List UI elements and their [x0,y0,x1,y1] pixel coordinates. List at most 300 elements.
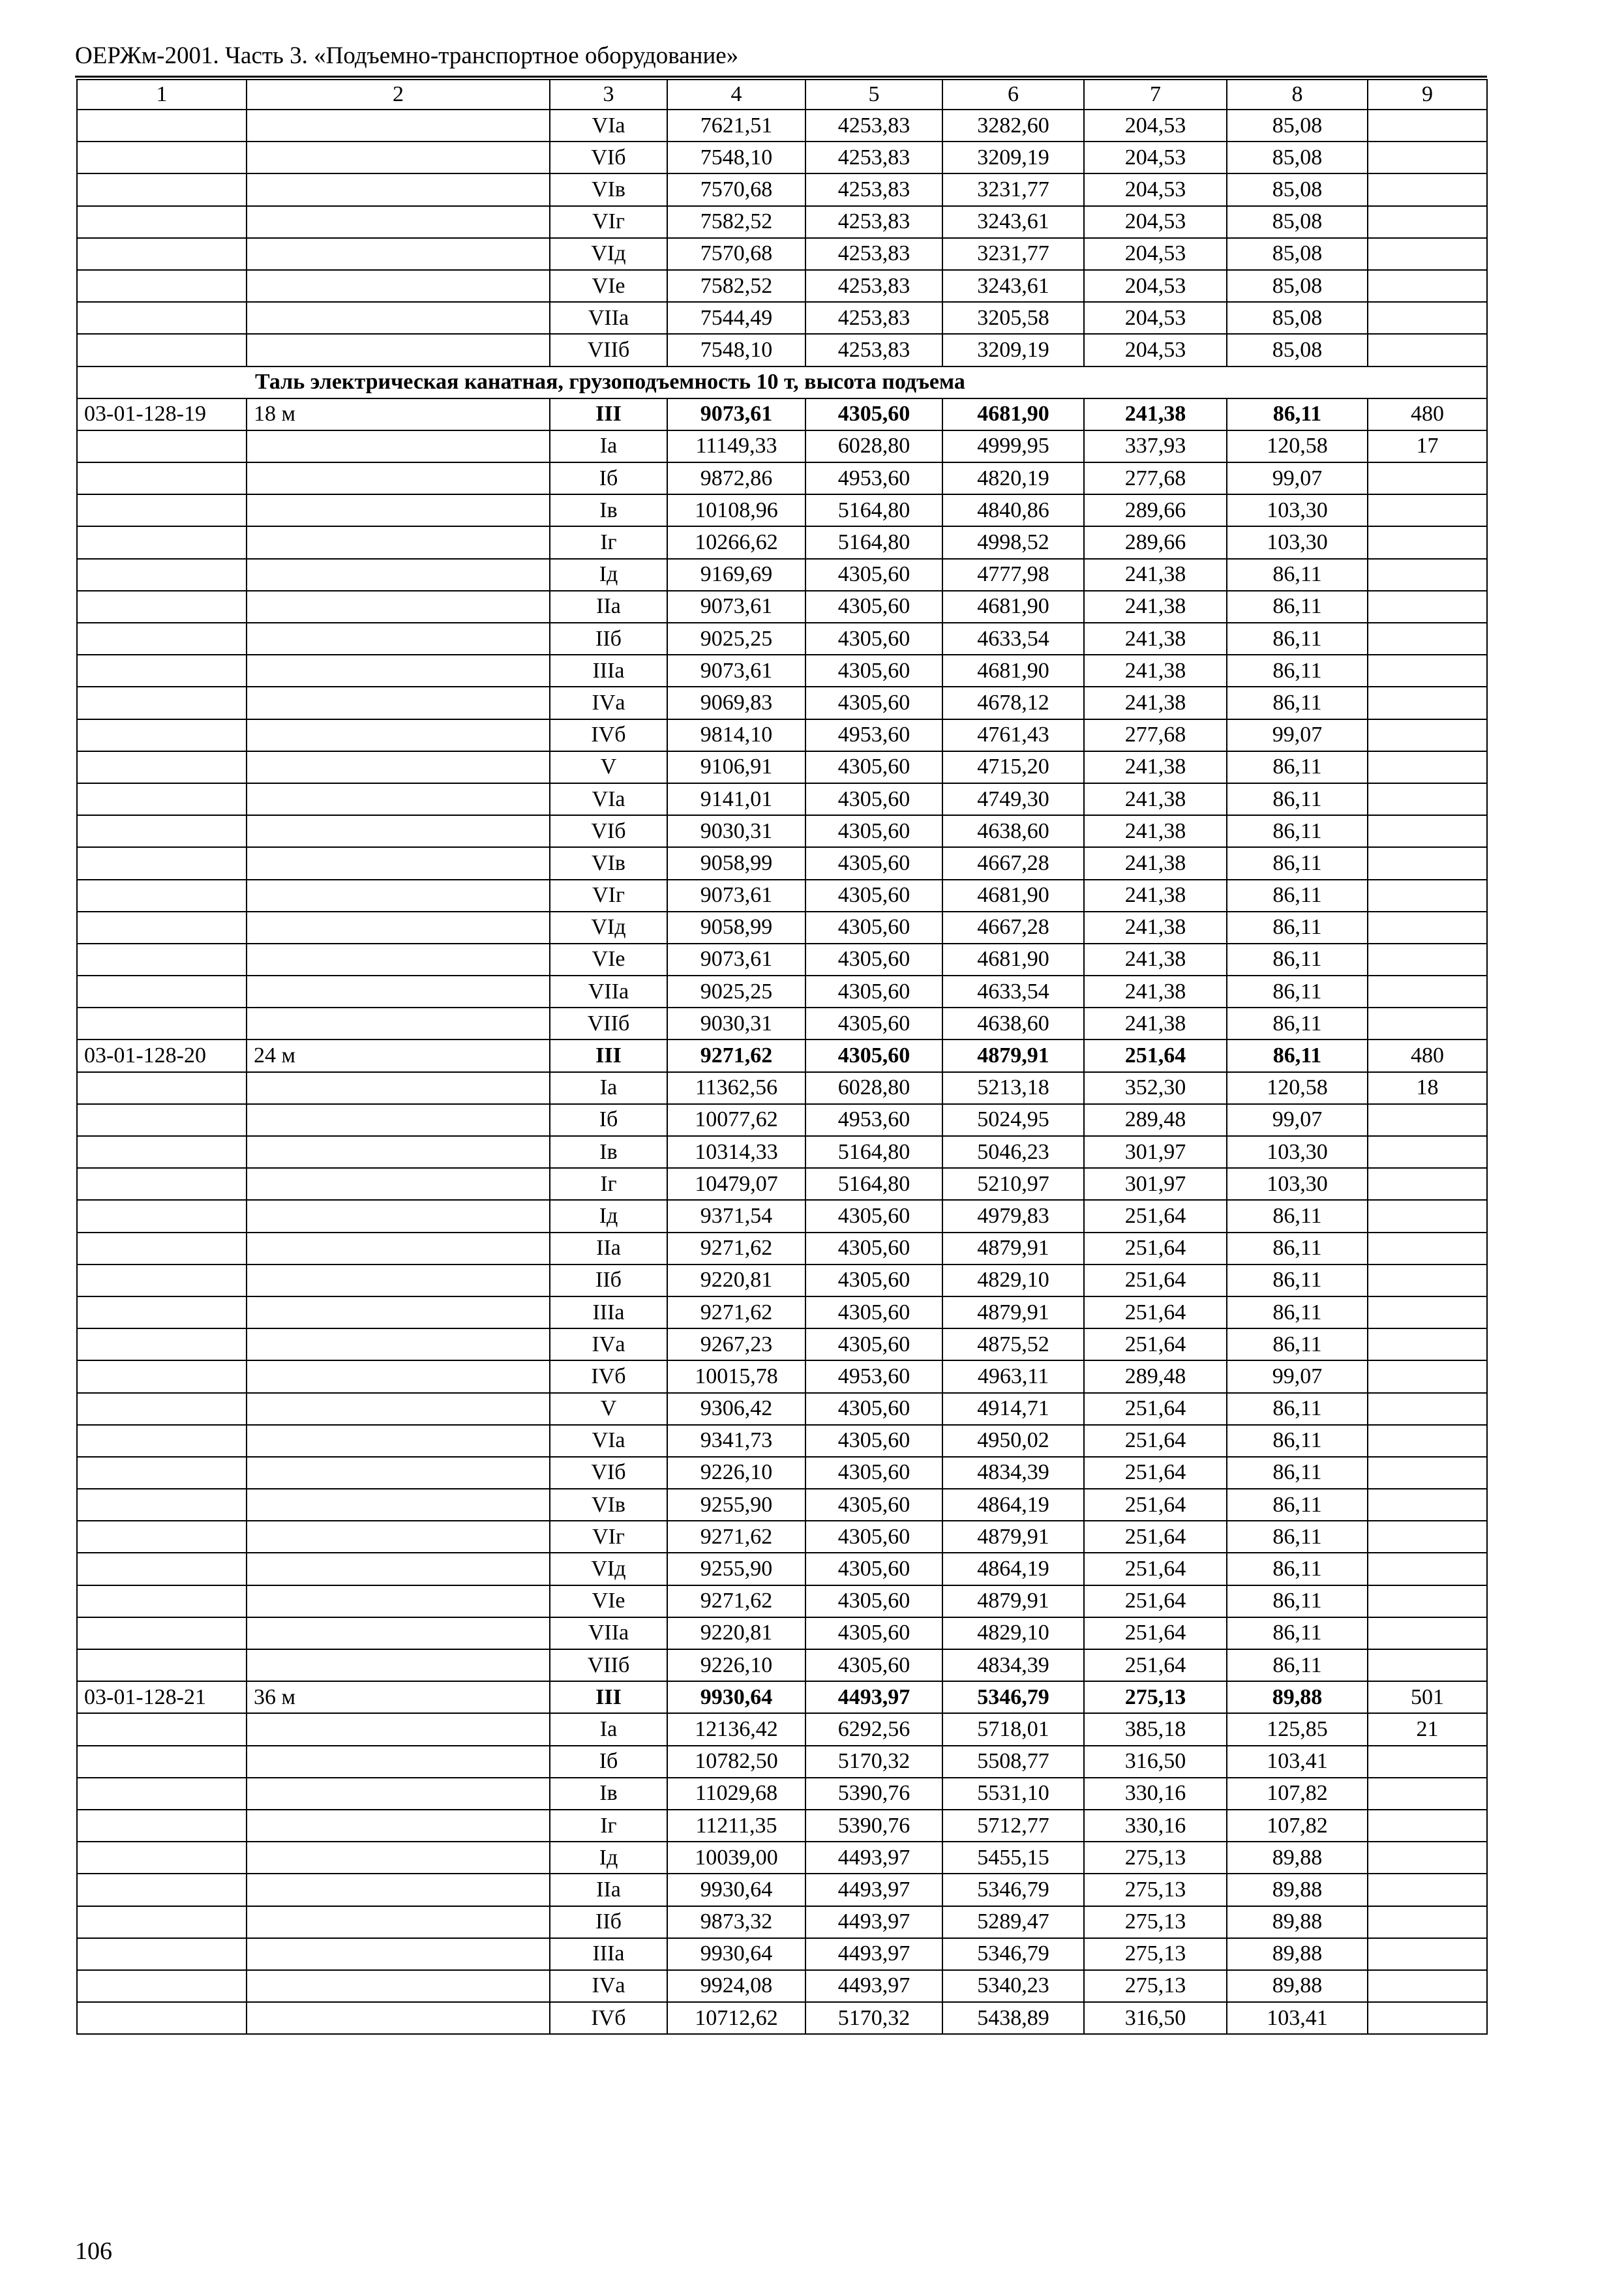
value-cell: 4305,60 [805,591,942,623]
value-cell: 241,38 [1084,912,1227,944]
value-cell: 89,88 [1227,1938,1368,1970]
column-header-3: 3 [550,80,667,110]
value-cell: 4493,97 [805,1970,942,2002]
value-cell: 85,08 [1227,334,1368,366]
code-cell [77,270,247,302]
value-cell: 4305,60 [805,1393,942,1425]
value-cell: 4305,60 [805,1521,942,1553]
table-row [77,142,1487,173]
value-cell: 103,30 [1227,526,1368,558]
value-cell: 5164,80 [805,526,942,558]
variant-cell: IVа [550,687,667,719]
code-cell [77,462,247,494]
variant-cell: Iд [550,1200,667,1232]
column-header-9: 9 [1368,80,1487,110]
code-cell [77,334,247,366]
value-cell: 9058,99 [667,912,805,944]
table-row [77,1778,1487,1810]
value-cell: 4681,90 [942,880,1084,912]
value-cell: 4253,83 [805,142,942,173]
table-row [77,1104,1487,1136]
value-cell: 7621,51 [667,110,805,142]
value-cell: 241,38 [1084,398,1227,430]
value-cell: 4305,60 [805,847,942,879]
height-cell [247,1810,550,1842]
value-cell: 9306,42 [667,1393,805,1425]
col9-cell [1368,494,1487,526]
code-cell [77,1553,247,1585]
height-cell [247,1842,550,1874]
value-cell: 12136,42 [667,1713,805,1745]
value-cell: 4253,83 [805,206,942,238]
table-row [77,1328,1487,1360]
table-row [77,1585,1487,1617]
value-cell: 5024,95 [942,1104,1084,1136]
value-cell: 251,64 [1084,1649,1227,1681]
variant-cell: IIIа [550,655,667,687]
col9-cell [1368,1553,1487,1585]
value-cell: 204,53 [1084,206,1227,238]
table-row [77,687,1487,719]
col9-cell [1368,1328,1487,1360]
table-row [77,1168,1487,1200]
height-cell [247,880,550,912]
value-cell: 204,53 [1084,142,1227,173]
code-cell [77,1713,247,1745]
table-row [77,398,1487,430]
height-cell [247,1008,550,1040]
value-cell: 89,88 [1227,1906,1368,1938]
value-cell: 7582,52 [667,270,805,302]
value-cell: 204,53 [1084,238,1227,270]
code-cell [77,1874,247,1906]
value-cell: 251,64 [1084,1233,1227,1264]
value-cell: 5340,23 [942,1970,1084,2002]
value-cell: 289,66 [1084,526,1227,558]
height-cell [247,173,550,205]
height-cell [247,847,550,879]
value-cell: 9924,08 [667,1970,805,2002]
table-row [77,1136,1487,1168]
code-cell [77,591,247,623]
value-cell: 4749,30 [942,783,1084,815]
resource-code: 03-01-128-21 [77,1681,247,1713]
code-cell [77,783,247,815]
height-cell [247,1360,550,1392]
col9-cell [1368,238,1487,270]
value-cell: 9255,90 [667,1489,805,1521]
table-row [77,238,1487,270]
value-cell: 241,38 [1084,783,1227,815]
value-cell: 3209,19 [942,334,1084,366]
variant-cell: VIб [550,1457,667,1489]
variant-cell: VIа [550,1425,667,1457]
value-cell: 4253,83 [805,238,942,270]
value-cell: 251,64 [1084,1328,1227,1360]
col9-cell [1368,1233,1487,1264]
code-cell [77,1328,247,1360]
value-cell: 4864,19 [942,1553,1084,1585]
value-cell: 277,68 [1084,719,1227,751]
value-cell: 5455,15 [942,1842,1084,1874]
height-cell [247,1906,550,1938]
table-row [77,1970,1487,2002]
value-cell: 251,64 [1084,1617,1227,1649]
height-cell [247,1521,550,1553]
col9-cell [1368,847,1487,879]
code-cell [77,751,247,783]
value-cell: 4953,60 [805,1360,942,1392]
code-cell [77,1296,247,1328]
col9-cell [1368,1393,1487,1425]
col9-cell [1368,1425,1487,1457]
value-cell: 5213,18 [942,1072,1084,1104]
value-cell: 5164,80 [805,1168,942,1200]
col9-cell [1368,302,1487,334]
value-cell: 4829,10 [942,1264,1084,1296]
col9-cell [1368,1649,1487,1681]
value-cell: 4305,60 [805,944,942,976]
value-cell: 4638,60 [942,1008,1084,1040]
value-cell: 7544,49 [667,302,805,334]
variant-cell: Iа [550,430,667,462]
value-cell: 4864,19 [942,1489,1084,1521]
value-cell: 9058,99 [667,847,805,879]
col9-cell [1368,1457,1487,1489]
code-cell [77,880,247,912]
value-cell: 86,11 [1227,655,1368,687]
col9-cell [1368,1489,1487,1521]
value-cell: 89,88 [1227,1970,1368,2002]
value-cell: 4305,60 [805,880,942,912]
col9-cell [1368,1874,1487,1906]
variant-cell: Iд [550,559,667,591]
value-cell: 11362,56 [667,1072,805,1104]
col9-cell [1368,944,1487,976]
variant-cell: Iб [550,1104,667,1136]
variant-cell: VIд [550,912,667,944]
height-cell [247,1104,550,1136]
value-cell: 6028,80 [805,430,942,462]
value-cell: 9030,31 [667,815,805,847]
height-cell [247,206,550,238]
table-row [77,1008,1487,1040]
value-cell: 9873,32 [667,1906,805,1938]
value-cell: 275,13 [1084,1938,1227,1970]
col9-cell [1368,334,1487,366]
height-cell [247,783,550,815]
col9-cell [1368,173,1487,205]
value-cell: 86,11 [1227,944,1368,976]
code-cell [77,1810,247,1842]
value-cell: 4999,95 [942,430,1084,462]
variant-cell: VIв [550,1489,667,1521]
col9-cell [1368,142,1487,173]
variant-cell: Iг [550,526,667,558]
value-cell: 4638,60 [942,815,1084,847]
variant-cell: IVб [550,719,667,751]
table-row [77,1521,1487,1553]
value-cell: 85,08 [1227,142,1368,173]
height-cell [247,1489,550,1521]
variant-cell: III [550,1681,667,1713]
table-row [77,1264,1487,1296]
value-cell: 5170,32 [805,2002,942,2034]
value-cell: 10314,33 [667,1136,805,1168]
value-cell: 9069,83 [667,687,805,719]
height-cell [247,1136,550,1168]
table-row [77,1938,1487,1970]
variant-cell: Iб [550,462,667,494]
value-cell: 251,64 [1084,1393,1227,1425]
value-cell: 4681,90 [942,655,1084,687]
height-cell [247,1200,550,1232]
value-cell: 3209,19 [942,142,1084,173]
value-cell: 86,11 [1227,398,1368,430]
value-cell: 241,38 [1084,847,1227,879]
variant-cell: Iв [550,1778,667,1810]
code-cell [77,494,247,526]
value-cell: 4305,60 [805,815,942,847]
value-cell: 241,38 [1084,623,1227,655]
value-cell: 9371,54 [667,1200,805,1232]
code-cell [77,238,247,270]
variant-cell: VIе [550,1585,667,1617]
code-cell [77,944,247,976]
value-cell: 10782,50 [667,1746,805,1778]
value-cell: 4253,83 [805,110,942,142]
value-cell: 107,82 [1227,1810,1368,1842]
value-cell: 4253,83 [805,334,942,366]
variant-cell: VIв [550,173,667,205]
col9-cell [1368,1200,1487,1232]
code-cell [77,1393,247,1425]
code-cell [77,302,247,334]
lift-height: 18 м [247,398,550,430]
table-row [77,847,1487,879]
col9-cell [1368,623,1487,655]
table-row [77,1810,1487,1842]
variant-cell: VIа [550,783,667,815]
value-cell: 9267,23 [667,1328,805,1360]
height-cell [247,526,550,558]
col9-cell [1368,1842,1487,1874]
value-cell: 4820,19 [942,462,1084,494]
variant-cell: VIг [550,206,667,238]
variant-cell: VIв [550,847,667,879]
height-cell [247,142,550,173]
variant-cell: VIIб [550,1649,667,1681]
value-cell: 7548,10 [667,142,805,173]
variant-cell: V [550,751,667,783]
variant-cell: Iв [550,494,667,526]
table-row [77,1393,1487,1425]
value-cell: 4879,91 [942,1040,1084,1071]
value-cell: 107,82 [1227,1778,1368,1810]
value-cell: 4305,60 [805,1649,942,1681]
height-cell [247,1874,550,1906]
height-cell [247,976,550,1008]
value-cell: 4253,83 [805,173,942,205]
lift-height: 24 м [247,1040,550,1071]
value-cell: 9226,10 [667,1457,805,1489]
table-row [77,880,1487,912]
resource-code: 03-01-128-20 [77,1040,247,1071]
value-cell: 5531,10 [942,1778,1084,1810]
value-cell: 4305,60 [805,1200,942,1232]
value-cell: 86,11 [1227,1233,1368,1264]
col9-value: 18 [1368,1072,1487,1104]
code-cell [77,173,247,205]
value-cell: 103,41 [1227,1746,1368,1778]
document-header: ОЕРЖм-2001. Часть 3. «Подъемно-транспортное оборудование» [75,42,739,69]
height-cell [247,591,550,623]
value-cell: 5289,47 [942,1906,1084,1938]
value-cell: 4305,60 [805,751,942,783]
value-cell: 4305,60 [805,912,942,944]
header-rule [75,76,1487,78]
variant-cell: IIIа [550,1938,667,1970]
code-cell [77,1233,247,1264]
value-cell: 4305,60 [805,1008,942,1040]
table-row [77,1713,1487,1745]
height-cell [247,719,550,751]
value-cell: 241,38 [1084,751,1227,783]
height-cell [247,655,550,687]
col9-cell [1368,559,1487,591]
col9-value: 480 [1368,398,1487,430]
col9-cell [1368,110,1487,142]
table-row [77,1296,1487,1328]
table-row [77,1553,1487,1585]
value-cell: 251,64 [1084,1040,1227,1071]
value-cell: 3243,61 [942,206,1084,238]
table-row [77,912,1487,944]
col9-cell [1368,815,1487,847]
table-row [77,655,1487,687]
col9-cell [1368,912,1487,944]
col9-cell [1368,1296,1487,1328]
value-cell: 6292,56 [805,1713,942,1745]
table-row [77,815,1487,847]
value-cell: 86,11 [1227,591,1368,623]
height-cell [247,494,550,526]
table-row [77,1040,1487,1071]
code-cell [77,206,247,238]
code-cell [77,1617,247,1649]
height-cell [247,334,550,366]
table-row [77,976,1487,1008]
variant-cell: Iг [550,1810,667,1842]
value-cell: 4633,54 [942,623,1084,655]
height-cell [247,110,550,142]
table-row [77,270,1487,302]
value-cell: 4305,60 [805,1264,942,1296]
table-row [77,1360,1487,1392]
value-cell: 4681,90 [942,591,1084,623]
value-cell: 5164,80 [805,1136,942,1168]
code-cell [77,1970,247,2002]
value-cell: 9073,61 [667,944,805,976]
table-row [77,1233,1487,1264]
table-row [77,719,1487,751]
value-cell: 86,11 [1227,751,1368,783]
value-cell: 4834,39 [942,1649,1084,1681]
value-cell: 7570,68 [667,238,805,270]
value-cell: 241,38 [1084,976,1227,1008]
value-cell: 4305,60 [805,559,942,591]
height-cell [247,430,550,462]
value-cell: 7570,68 [667,173,805,205]
column-header-2: 2 [247,80,550,110]
value-cell: 10712,62 [667,2002,805,2034]
col9-cell [1368,1970,1487,2002]
value-cell: 9255,90 [667,1553,805,1585]
height-cell [247,1457,550,1489]
value-cell: 4829,10 [942,1617,1084,1649]
col9-cell [1368,1521,1487,1553]
value-cell: 4493,97 [805,1842,942,1874]
value-cell: 7582,52 [667,206,805,238]
value-cell: 4953,60 [805,1104,942,1136]
code-cell [77,1425,247,1457]
lift-height: 36 м [247,1681,550,1713]
value-cell: 4305,60 [805,1040,942,1071]
value-cell: 120,58 [1227,1072,1368,1104]
value-cell: 9073,61 [667,880,805,912]
code-cell [77,430,247,462]
value-cell: 277,68 [1084,462,1227,494]
value-cell: 99,07 [1227,719,1368,751]
value-cell: 86,11 [1227,1649,1368,1681]
col9-value: 17 [1368,430,1487,462]
value-cell: 86,11 [1227,559,1368,591]
variant-cell: IIIа [550,1296,667,1328]
value-cell: 204,53 [1084,110,1227,142]
value-cell: 251,64 [1084,1425,1227,1457]
value-cell: 9271,62 [667,1040,805,1071]
value-cell: 5346,79 [942,1874,1084,1906]
value-cell: 4493,97 [805,1681,942,1713]
column-header-8: 8 [1227,80,1368,110]
value-cell: 86,11 [1227,1457,1368,1489]
value-cell: 9220,81 [667,1617,805,1649]
value-cell: 4493,97 [805,1938,942,1970]
col9-cell [1368,1617,1487,1649]
code-cell [77,1457,247,1489]
code-cell [77,655,247,687]
table-row [77,462,1487,494]
value-cell: 289,66 [1084,494,1227,526]
table-row [77,1649,1487,1681]
value-cell: 9073,61 [667,398,805,430]
value-cell: 251,64 [1084,1553,1227,1585]
value-cell: 86,11 [1227,1553,1368,1585]
height-cell [247,815,550,847]
value-cell: 86,11 [1227,1425,1368,1457]
value-cell: 86,11 [1227,1585,1368,1617]
value-cell: 125,85 [1227,1713,1368,1745]
value-cell: 86,11 [1227,783,1368,815]
value-cell: 4493,97 [805,1874,942,1906]
col9-cell [1368,1104,1487,1136]
value-cell: 316,50 [1084,2002,1227,2034]
value-cell: 4667,28 [942,912,1084,944]
value-cell: 4963,11 [942,1360,1084,1392]
variant-cell: III [550,1040,667,1071]
value-cell: 5438,89 [942,2002,1084,2034]
height-cell [247,1617,550,1649]
